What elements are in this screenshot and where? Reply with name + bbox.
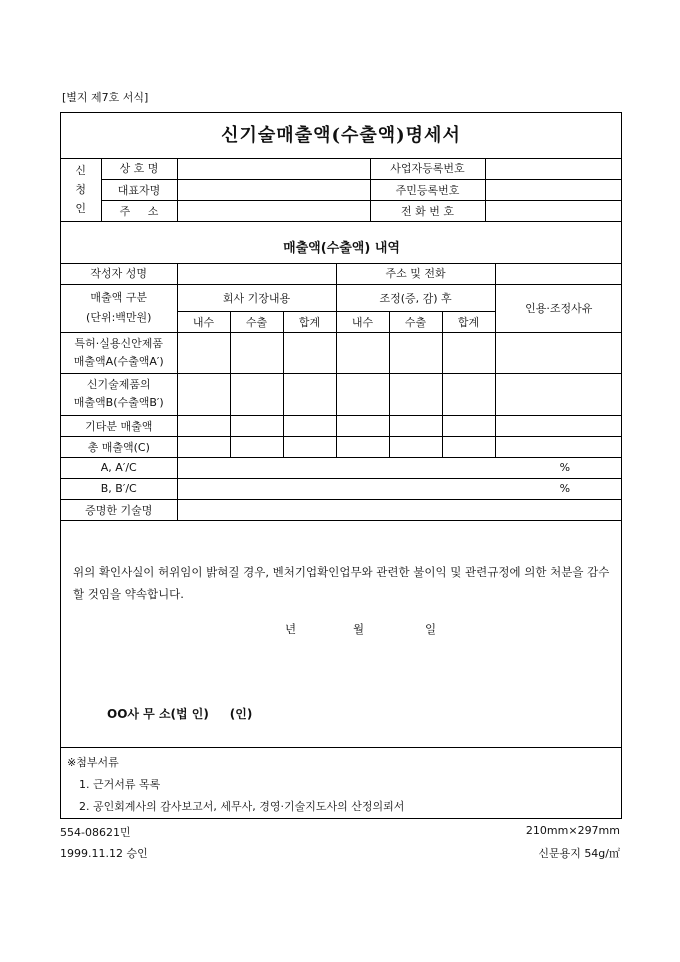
adjusted-export-header: 수출	[389, 311, 442, 332]
applicant-side-label: 신 청 인	[61, 158, 101, 221]
footer-code: 554-08621민	[60, 826, 131, 839]
newtech-adj-total-cell[interactable]	[442, 373, 495, 415]
total-export-cell[interactable]	[230, 436, 283, 457]
newtech-domestic-cell[interactable]	[177, 373, 230, 415]
company-record-label: 회사 기장내용	[177, 284, 336, 311]
total-adj-export-cell[interactable]	[389, 436, 442, 457]
patent-export-cell[interactable]	[230, 332, 283, 373]
total-total-cell[interactable]	[283, 436, 336, 457]
ratio-b-field[interactable]: %	[177, 478, 622, 499]
form-title: 신기술매출액(수출액)명세서	[61, 113, 621, 159]
signer-line: OO사 무 소(법 인) (인)	[107, 707, 253, 721]
newtech-total-cell[interactable]	[283, 373, 336, 415]
ratio-a-label: A, A′/C	[61, 457, 177, 478]
adjusted-total-header: 합계	[442, 311, 495, 332]
attachments	[61, 747, 622, 813]
attachments-title: ※첨부서류	[67, 756, 119, 769]
patent-adj-export-cell[interactable]	[389, 332, 442, 373]
other-adj-export-cell[interactable]	[389, 415, 442, 436]
other-adj-total-cell[interactable]	[442, 415, 495, 436]
newtech-adj-export-cell[interactable]	[389, 373, 442, 415]
total-sales-label: 총 매출액(C)	[61, 436, 177, 457]
address-phone-label: 주소 및 전화	[336, 263, 495, 284]
other-total-cell[interactable]	[283, 415, 336, 436]
total-domestic-cell[interactable]	[177, 436, 230, 457]
patent-reason-cell[interactable]	[495, 332, 622, 373]
domestic-header: 내수	[177, 311, 230, 332]
footer-paper-type: 신문용지 54g/㎡	[538, 847, 620, 860]
tech-name-label: 증명한 기술명	[61, 499, 177, 520]
company-name-label: 상 호 명	[101, 158, 177, 179]
writer-label: 작성자 성명	[61, 263, 177, 284]
business-reg-number-label: 사업자등록번호	[370, 158, 485, 179]
address-field[interactable]	[177, 200, 370, 221]
total-adj-total-cell[interactable]	[442, 436, 495, 457]
adjusted-domestic-header: 내수	[336, 311, 389, 332]
total-header: 합계	[283, 311, 336, 332]
phone-label: 전 화 번 호	[370, 200, 485, 221]
resident-reg-number-field[interactable]	[485, 179, 622, 200]
other-domestic-cell[interactable]	[177, 415, 230, 436]
business-reg-number-field[interactable]	[485, 158, 622, 179]
pledge-text: 위의 확인사실이 허위임이 밝혀질 경우, 벤처기업확인업무와 관련한 불이익 및 관련규정에 의한 처분을 감수할 것임을 약속합니다.	[73, 565, 610, 601]
patent-total-cell[interactable]	[283, 332, 336, 373]
date-day-label: 일	[425, 622, 437, 636]
ratio-b-label: B, B′/C	[61, 478, 177, 499]
newtech-sales-label: 신기술제품의 매출액B(수출액B′)	[61, 373, 177, 415]
company-name-field[interactable]	[177, 158, 370, 179]
newtech-adj-domestic-cell[interactable]	[336, 373, 389, 415]
adjusted-label: 조정(증, 감) 후	[336, 284, 495, 311]
date-year-label: 년	[285, 622, 297, 636]
footer-approval: 1999.11.12 승인	[60, 847, 148, 860]
applicant-table	[61, 158, 622, 222]
sales-section-title: 매출액(수출액) 내역	[61, 234, 622, 264]
form-frame	[60, 112, 622, 819]
other-reason-cell[interactable]	[495, 415, 622, 436]
writer-field[interactable]	[177, 263, 336, 284]
ratio-a-field[interactable]: %	[177, 457, 622, 478]
resident-reg-number-label: 주민등록번호	[370, 179, 485, 200]
newtech-export-cell[interactable]	[230, 373, 283, 415]
reason-label: 인용·조정사유	[495, 284, 622, 332]
patent-adj-total-cell[interactable]	[442, 332, 495, 373]
representative-field[interactable]	[177, 179, 370, 200]
address-phone-field[interactable]	[495, 263, 622, 284]
newtech-reason-cell[interactable]	[495, 373, 622, 415]
total-reason-cell[interactable]	[495, 436, 622, 457]
representative-label: 대표자명	[101, 179, 177, 200]
phone-field[interactable]	[485, 200, 622, 221]
total-adj-domestic-cell[interactable]	[336, 436, 389, 457]
date-month-label: 월	[353, 622, 365, 636]
form-label: [별지 제7호 서식]	[62, 91, 149, 104]
footer-paper-size: 210mm×297mm	[525, 824, 620, 837]
attachment-item: 2. 공인회계사의 감사보고서, 세무사, 경영·기술지도사의 산정의뢰서	[79, 800, 405, 813]
patent-sales-label: 특허·실용신안제품 매출액A(수출액A′)	[61, 332, 177, 373]
patent-domestic-cell[interactable]	[177, 332, 230, 373]
other-export-cell[interactable]	[230, 415, 283, 436]
patent-adj-domestic-cell[interactable]	[336, 332, 389, 373]
other-sales-label: 기타분 매출액	[61, 415, 177, 436]
attachment-item: 1. 근거서류 목록	[79, 778, 161, 791]
tech-name-field[interactable]	[177, 499, 622, 520]
export-header: 수출	[230, 311, 283, 332]
address-label: 주 소	[101, 200, 177, 221]
sales-category-label: 매출액 구분 (단위:백만원)	[61, 284, 177, 332]
other-adj-domestic-cell[interactable]	[336, 415, 389, 436]
sales-table	[61, 263, 622, 521]
